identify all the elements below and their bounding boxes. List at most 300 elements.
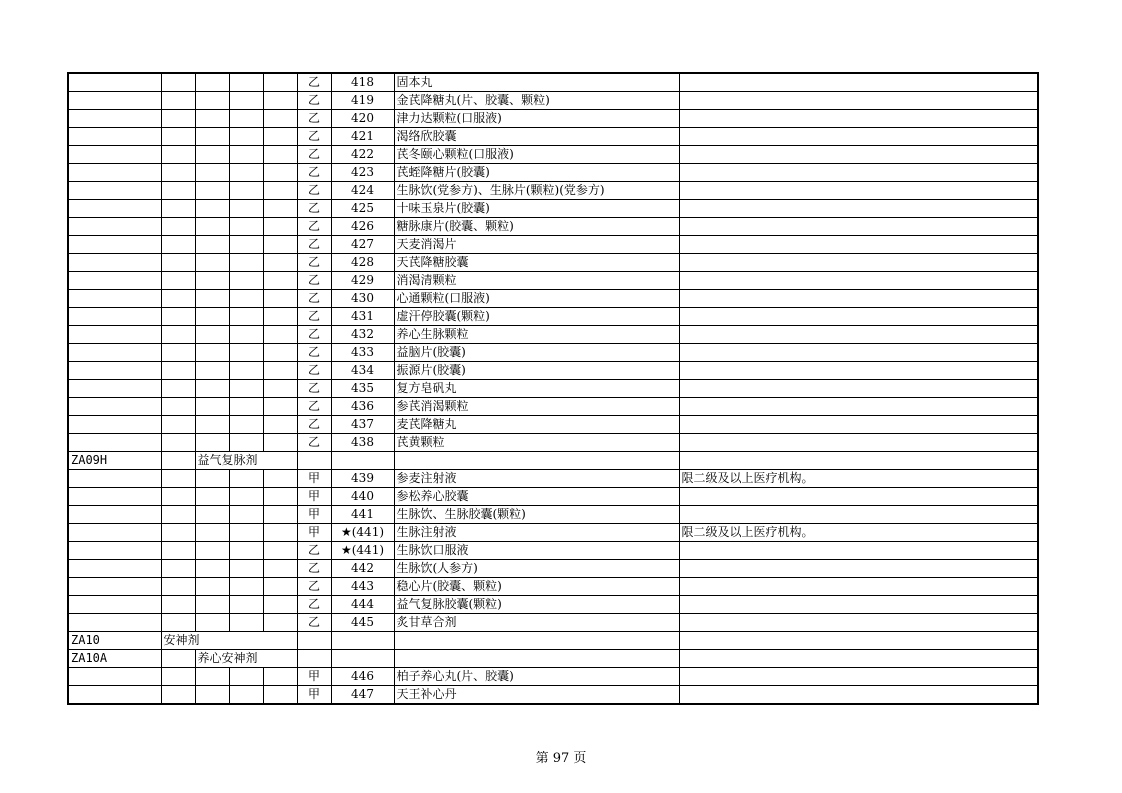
grade-cell: 乙: [297, 416, 331, 434]
level2-cell: [161, 290, 195, 308]
drug-name-cell: 生脉饮口服液: [394, 542, 679, 560]
level2-cell: [161, 146, 195, 164]
drug-name-cell: 渴络欣胶囊: [394, 128, 679, 146]
level5-cell: [263, 488, 297, 506]
drug-name-cell: 稳心片(胶囊、颗粒): [394, 578, 679, 596]
level2-cell: [161, 92, 195, 110]
drug-name-cell: 炙甘草合剂: [394, 614, 679, 632]
serial-number-cell: 424: [331, 182, 394, 200]
remark-cell: [679, 686, 1038, 705]
level3-cell: [195, 290, 229, 308]
level5-cell: [263, 416, 297, 434]
level4-cell: [229, 380, 263, 398]
level4-cell: [229, 92, 263, 110]
grade-cell: 甲: [297, 506, 331, 524]
drug-name-cell: [394, 632, 679, 650]
serial-number-cell: ★(441): [331, 542, 394, 560]
category-code-cell: [68, 542, 161, 560]
category-code-cell: [68, 110, 161, 128]
level4-cell: [229, 146, 263, 164]
level2-cell: [161, 524, 195, 542]
drug-name-cell: 生脉注射液: [394, 524, 679, 542]
level4-cell: [229, 218, 263, 236]
level4-cell: [229, 434, 263, 452]
serial-number-cell: 437: [331, 416, 394, 434]
level2-cell: [161, 434, 195, 452]
remark-cell: [679, 182, 1038, 200]
remark-cell: [679, 128, 1038, 146]
serial-number-cell: 444: [331, 596, 394, 614]
drug-name-cell: 麦芪降糖丸: [394, 416, 679, 434]
grade-cell: [297, 632, 331, 650]
category-code-cell: [68, 398, 161, 416]
serial-number-cell: [331, 632, 394, 650]
remark-cell: [679, 308, 1038, 326]
drug-name-cell: 芪黄颗粒: [394, 434, 679, 452]
serial-number-cell: 442: [331, 560, 394, 578]
category-code-cell: [68, 344, 161, 362]
grade-cell: 乙: [297, 218, 331, 236]
level3-cell: [195, 488, 229, 506]
level5-cell: [263, 596, 297, 614]
level3-cell: [195, 164, 229, 182]
drug-name-cell: 虚汗停胶囊(颗粒): [394, 308, 679, 326]
remark-cell: [679, 272, 1038, 290]
table-row: [68, 452, 1038, 470]
table-row: [68, 362, 1038, 380]
drug-name-cell: 参麦注射液: [394, 470, 679, 488]
level5-cell: [263, 110, 297, 128]
level4-cell: [229, 128, 263, 146]
level2-cell: [161, 236, 195, 254]
level5-cell: [263, 506, 297, 524]
grade-cell: [297, 452, 331, 470]
remark-cell: [679, 398, 1038, 416]
level3-cell: [195, 128, 229, 146]
grade-cell: 乙: [297, 398, 331, 416]
drug-name-cell: 生脉饮(党参方)、生脉片(颗粒)(党参方): [394, 182, 679, 200]
serial-number-cell: 429: [331, 272, 394, 290]
remark-cell: [679, 254, 1038, 272]
category-code-cell: [68, 254, 161, 272]
level3-cell: [195, 362, 229, 380]
category-code-cell: ZA10: [68, 632, 161, 650]
level2-cell: [161, 380, 195, 398]
grade-cell: 乙: [297, 326, 331, 344]
serial-number-cell: 422: [331, 146, 394, 164]
grade-cell: 乙: [297, 560, 331, 578]
remark-cell: [679, 110, 1038, 128]
level2-cell: [161, 200, 195, 218]
serial-number-cell: 432: [331, 326, 394, 344]
level5-cell: [263, 182, 297, 200]
category-code-cell: [68, 92, 161, 110]
level3-cell: [195, 308, 229, 326]
level3-cell: [195, 434, 229, 452]
serial-number-cell: 443: [331, 578, 394, 596]
serial-number-cell: 440: [331, 488, 394, 506]
category-code-cell: [68, 596, 161, 614]
level4-cell: [229, 470, 263, 488]
serial-number-cell: 421: [331, 128, 394, 146]
level2-cell: [161, 308, 195, 326]
category-code-cell: [68, 470, 161, 488]
level5-cell: [263, 560, 297, 578]
table-row: [68, 578, 1038, 596]
table-row: [68, 632, 1038, 650]
level5-cell: [263, 200, 297, 218]
drug-name-cell: [394, 452, 679, 470]
level3-cell: [195, 326, 229, 344]
drug-name-cell: 糖脉康片(胶囊、颗粒): [394, 218, 679, 236]
level3-cell: [195, 470, 229, 488]
serial-number-cell: 427: [331, 236, 394, 254]
table-row: [68, 380, 1038, 398]
remark-cell: [679, 632, 1038, 650]
drug-name-cell: 天王补心丹: [394, 686, 679, 705]
level5-cell: [263, 272, 297, 290]
level5-cell: [263, 614, 297, 632]
level5-cell: [263, 524, 297, 542]
remark-cell: [679, 218, 1038, 236]
category-code-cell: [68, 200, 161, 218]
category-code-cell: [68, 164, 161, 182]
category-code-cell: [68, 146, 161, 164]
level2-cell: [161, 470, 195, 488]
serial-number-cell: 420: [331, 110, 394, 128]
level4-cell: [229, 73, 263, 92]
level2-cell: [161, 452, 195, 470]
level3-cell: [195, 110, 229, 128]
level4-cell: [229, 578, 263, 596]
level3-cell: [195, 398, 229, 416]
table-row: [68, 200, 1038, 218]
subcategory-name-cell: 养心安神剂: [195, 650, 297, 668]
table-row: [68, 614, 1038, 632]
table-row: [68, 686, 1038, 705]
subcategory-name-cell: 益气复脉剂: [195, 452, 297, 470]
level4-cell: [229, 164, 263, 182]
level5-cell: [263, 128, 297, 146]
serial-number-cell: [331, 452, 394, 470]
grade-cell: [297, 650, 331, 668]
level2-cell: [161, 164, 195, 182]
level3-cell: [195, 686, 229, 705]
drug-name-cell: 天芪降糖胶囊: [394, 254, 679, 272]
category-code-cell: [68, 614, 161, 632]
serial-number-cell: 423: [331, 164, 394, 182]
level3-cell: [195, 668, 229, 686]
drug-list-table: [67, 72, 1039, 705]
level3-cell: [195, 614, 229, 632]
table-row: [68, 254, 1038, 272]
level5-cell: [263, 578, 297, 596]
level3-cell: [195, 92, 229, 110]
remark-cell: [679, 668, 1038, 686]
drug-name-cell: 生脉饮、生脉胶囊(颗粒): [394, 506, 679, 524]
grade-cell: 乙: [297, 578, 331, 596]
drug-name-cell: 固本丸: [394, 73, 679, 92]
level2-cell: [161, 668, 195, 686]
grade-cell: 乙: [297, 73, 331, 92]
serial-number-cell: 441: [331, 506, 394, 524]
remark-cell: [679, 164, 1038, 182]
level4-cell: [229, 200, 263, 218]
remark-cell: [679, 200, 1038, 218]
level3-cell: [195, 380, 229, 398]
level2-cell: [161, 272, 195, 290]
category-code-cell: [68, 578, 161, 596]
drug-name-cell: 芪冬颐心颗粒(口服液): [394, 146, 679, 164]
category-code-cell: [68, 506, 161, 524]
level4-cell: [229, 110, 263, 128]
category-code-cell: [68, 434, 161, 452]
table-row: [68, 92, 1038, 110]
level3-cell: [195, 560, 229, 578]
category-code-cell: ZA09H: [68, 452, 161, 470]
grade-cell: 乙: [297, 92, 331, 110]
grade-cell: 乙: [297, 380, 331, 398]
remark-cell: [679, 73, 1038, 92]
grade-cell: 乙: [297, 596, 331, 614]
level5-cell: [263, 344, 297, 362]
category-code-cell: [68, 362, 161, 380]
remark-cell: [679, 578, 1038, 596]
grade-cell: 甲: [297, 668, 331, 686]
serial-number-cell: 438: [331, 434, 394, 452]
table-row: [68, 488, 1038, 506]
remark-cell: [679, 380, 1038, 398]
grade-cell: 乙: [297, 164, 331, 182]
grade-cell: 乙: [297, 542, 331, 560]
drug-name-cell: 参松养心胶囊: [394, 488, 679, 506]
table-row: [68, 272, 1038, 290]
level3-cell: [195, 416, 229, 434]
drug-name-cell: 津力达颗粒(口服液): [394, 110, 679, 128]
remark-cell: [679, 614, 1038, 632]
level5-cell: [263, 308, 297, 326]
drug-name-cell: 养心生脉颗粒: [394, 326, 679, 344]
table-row: [68, 650, 1038, 668]
level5-cell: [263, 470, 297, 488]
drug-name-cell: 参芪消渴颗粒: [394, 398, 679, 416]
grade-cell: 乙: [297, 272, 331, 290]
level5-cell: [263, 542, 297, 560]
level4-cell: [229, 416, 263, 434]
level4-cell: [229, 182, 263, 200]
table-row: [68, 470, 1038, 488]
level4-cell: [229, 506, 263, 524]
drug-name-cell: [394, 650, 679, 668]
table-row: [68, 524, 1038, 542]
level5-cell: [263, 326, 297, 344]
table-row: [68, 344, 1038, 362]
level2-cell: [161, 398, 195, 416]
grade-cell: 乙: [297, 146, 331, 164]
level5-cell: [263, 380, 297, 398]
remark-cell: [679, 326, 1038, 344]
category-code-cell: [68, 416, 161, 434]
drug-name-cell: 金芪降糖丸(片、胶囊、颗粒): [394, 92, 679, 110]
level3-cell: [195, 254, 229, 272]
table-row: [68, 326, 1038, 344]
category-code-cell: [68, 326, 161, 344]
level4-cell: [229, 308, 263, 326]
grade-cell: 乙: [297, 182, 331, 200]
table-row: [68, 110, 1038, 128]
table-body: [68, 73, 1038, 704]
table-row: [68, 398, 1038, 416]
drug-name-cell: 复方皂矾丸: [394, 380, 679, 398]
level2-cell: [161, 344, 195, 362]
serial-number-cell: 428: [331, 254, 394, 272]
table-row: [68, 128, 1038, 146]
remark-cell: [679, 560, 1038, 578]
level5-cell: [263, 398, 297, 416]
grade-cell: 乙: [297, 308, 331, 326]
table-row: [68, 182, 1038, 200]
remark-cell: [679, 146, 1038, 164]
serial-number-cell: 446: [331, 668, 394, 686]
grade-cell: 甲: [297, 470, 331, 488]
level5-cell: [263, 434, 297, 452]
level4-cell: [229, 614, 263, 632]
serial-number-cell: 434: [331, 362, 394, 380]
category-code-cell: [68, 182, 161, 200]
drug-name-cell: 生脉饮(人参方): [394, 560, 679, 578]
level4-cell: [229, 686, 263, 705]
table-row: [68, 560, 1038, 578]
level5-cell: [263, 686, 297, 705]
level2-cell: [161, 362, 195, 380]
level4-cell: [229, 362, 263, 380]
table-row: [68, 218, 1038, 236]
grade-cell: 甲: [297, 524, 331, 542]
category-code-cell: ZA10A: [68, 650, 161, 668]
level4-cell: [229, 596, 263, 614]
drug-name-cell: 天麦消渴片: [394, 236, 679, 254]
page-number: 第 97 页: [535, 751, 587, 766]
category-code-cell: [68, 488, 161, 506]
level3-cell: [195, 506, 229, 524]
grade-cell: 乙: [297, 344, 331, 362]
serial-number-cell: ★(441): [331, 524, 394, 542]
serial-number-cell: 447: [331, 686, 394, 705]
table-row: [68, 146, 1038, 164]
serial-number-cell: 445: [331, 614, 394, 632]
level3-cell: [195, 236, 229, 254]
level4-cell: [229, 560, 263, 578]
level3-cell: [195, 146, 229, 164]
table-row: [68, 290, 1038, 308]
level2-cell: [161, 578, 195, 596]
level5-cell: [263, 668, 297, 686]
remark-cell: 限二级及以上医疗机构。: [679, 524, 1038, 542]
drug-name-cell: 十味玉泉片(胶囊): [394, 200, 679, 218]
table-row: [68, 596, 1038, 614]
category-code-cell: [68, 308, 161, 326]
level4-cell: [229, 236, 263, 254]
remark-cell: [679, 416, 1038, 434]
level3-cell: [195, 218, 229, 236]
drug-name-cell: 振源片(胶囊): [394, 362, 679, 380]
level5-cell: [263, 73, 297, 92]
category-code-cell: [68, 272, 161, 290]
grade-cell: 乙: [297, 362, 331, 380]
level4-cell: [229, 272, 263, 290]
table-row: [68, 434, 1038, 452]
category-code-cell: [68, 218, 161, 236]
grade-cell: 乙: [297, 614, 331, 632]
remark-cell: [679, 596, 1038, 614]
level2-cell: [161, 73, 195, 92]
level4-cell: [229, 290, 263, 308]
serial-number-cell: [331, 650, 394, 668]
drug-name-cell: 益脑片(胶囊): [394, 344, 679, 362]
category-name-cell: 安神剂: [161, 632, 297, 650]
category-code-cell: [68, 524, 161, 542]
level3-cell: [195, 596, 229, 614]
serial-number-cell: 425: [331, 200, 394, 218]
level2-cell: [161, 128, 195, 146]
remark-cell: [679, 542, 1038, 560]
remark-cell: [679, 344, 1038, 362]
serial-number-cell: 433: [331, 344, 394, 362]
remark-cell: [679, 362, 1038, 380]
level5-cell: [263, 218, 297, 236]
drug-name-cell: 益气复脉胶囊(颗粒): [394, 596, 679, 614]
table-row: [68, 668, 1038, 686]
table-row: [68, 164, 1038, 182]
grade-cell: 甲: [297, 488, 331, 506]
level5-cell: [263, 290, 297, 308]
level2-cell: [161, 182, 195, 200]
level4-cell: [229, 326, 263, 344]
remark-cell: [679, 434, 1038, 452]
category-code-cell: [68, 73, 161, 92]
level3-cell: [195, 578, 229, 596]
remark-cell: [679, 290, 1038, 308]
grade-cell: 乙: [297, 110, 331, 128]
level3-cell: [195, 344, 229, 362]
level3-cell: [195, 200, 229, 218]
grade-cell: 乙: [297, 236, 331, 254]
drug-name-cell: 心通颗粒(口服液): [394, 290, 679, 308]
level2-cell: [161, 416, 195, 434]
grade-cell: 乙: [297, 254, 331, 272]
level4-cell: [229, 488, 263, 506]
level4-cell: [229, 524, 263, 542]
remark-cell: [679, 650, 1038, 668]
remark-cell: [679, 506, 1038, 524]
serial-number-cell: 419: [331, 92, 394, 110]
category-code-cell: [68, 668, 161, 686]
level2-cell: [161, 254, 195, 272]
level5-cell: [263, 236, 297, 254]
level2-cell: [161, 542, 195, 560]
serial-number-cell: 435: [331, 380, 394, 398]
level3-cell: [195, 73, 229, 92]
remark-cell: [679, 488, 1038, 506]
serial-number-cell: 431: [331, 308, 394, 326]
level2-cell: [161, 650, 195, 668]
level3-cell: [195, 182, 229, 200]
level2-cell: [161, 110, 195, 128]
level5-cell: [263, 92, 297, 110]
level3-cell: [195, 542, 229, 560]
remark-cell: [679, 236, 1038, 254]
level2-cell: [161, 506, 195, 524]
